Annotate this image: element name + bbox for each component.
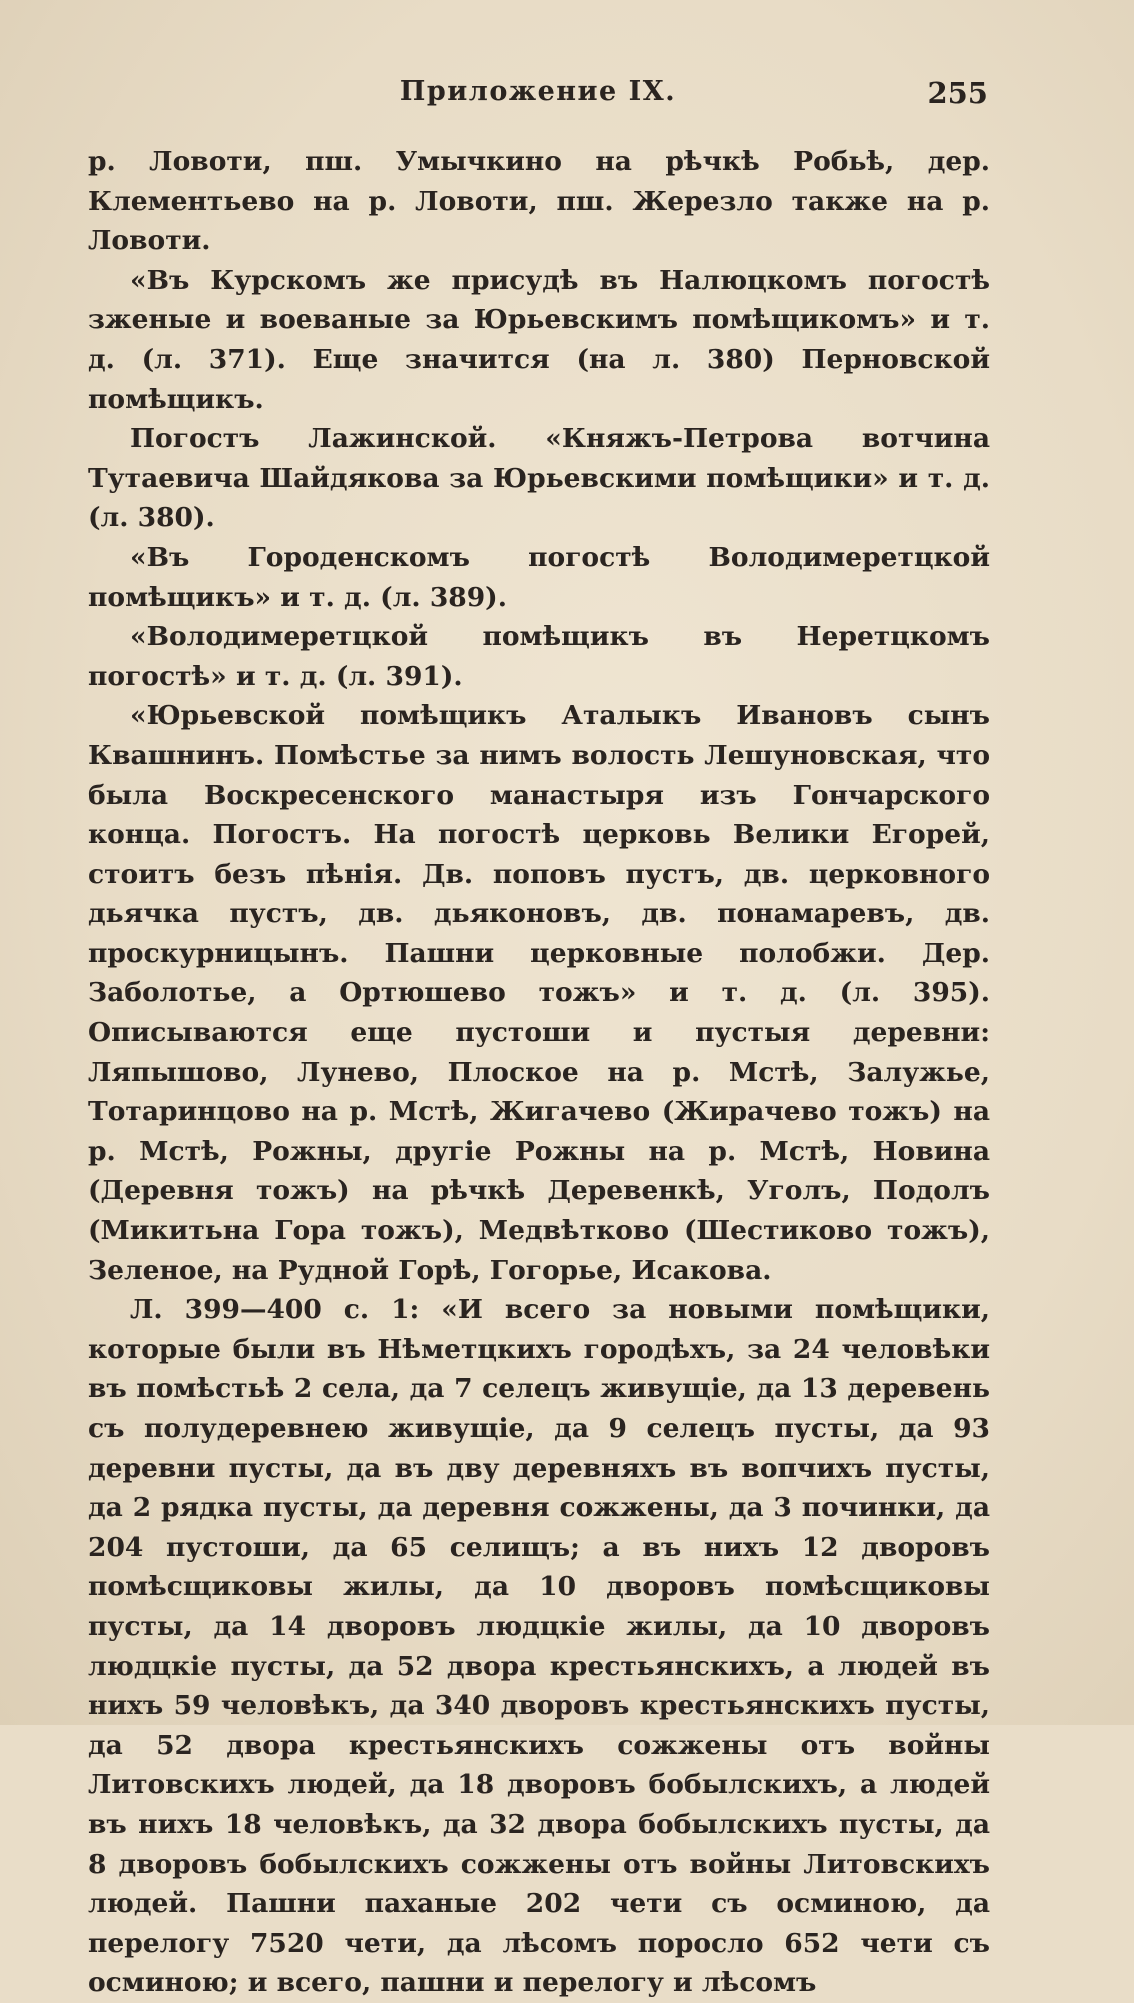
paragraph: «Володимеретцкой помѣщикъ въ Неретцкомъ погостѣ» и т. д. (л. 391). — [88, 621, 990, 692]
paragraph: р. Ловоти, пш. Умычкино на рѣчкѣ Робьѣ, дер. Клементьево на р. Ловоти, пш. Жерезло также на р. Ловоти. — [88, 146, 990, 257]
paragraph: «Юрьевской помѣщикъ Аталыкъ Ивановъ сынъ Квашнинъ. Помѣстье за нимъ волость Лешуновская, что была Воскресенского манастыря изъ Гончарского конца. Погостъ. На погостѣ церковь Велики Егорей, стоитъ безъ пѣнія. Дв. поповъ пустъ, дв. церковного дьячка пустъ, дв. дьяконовъ, дв. понамаревъ, дв. проскурницынъ. Пашни церковные полобжи. Дер. Заболотье, а Ортюшево тожъ» и т. д. (л. 395). Описываются еще пустоши и пустыя деревни: Ляпышово, Лунево, Плоское на р. Мстѣ, Залужье, Тотаринцово на р. Мстѣ, Жигачево (Жирачево тожъ) на р. Мстѣ, Рожны, другіе Рожны на р. Мстѣ, Новина (Деревня тожъ) на рѣчкѣ Деревенкѣ, Уголъ, Подолъ (Микитьна Гора тожъ), Медвѣтково (Шестиково тожъ), Зеленое, на Рудной Горѣ, Гогорье, Исакова. — [88, 700, 990, 1286]
page-header — [88, 76, 988, 116]
paragraph: «Въ Городенскомъ погостѣ Володимеретцкой помѣщикъ» и т. д. (л. 389). — [88, 541, 990, 613]
body-text — [88, 142, 990, 2003]
page-number: 255 — [927, 76, 988, 110]
paragraph: «Въ Курскомъ же присудѣ въ Налюцкомъ погостѣ зженые и воеваные за Юрьевскимъ помѣщикомъ» и т. д. (л. 371). Еще значится (на л. 380) Перновской помѣщикъ. — [88, 264, 990, 415]
paragraph: Л. 399—400 с. 1: «И всего за новыми помѣщики, которые были въ Нѣметцкихъ городѣхъ, за 24 человѣки въ помѣстьѣ 2 села, да 7 селецъ живущіе, да 13 деревень съ полудеревнею живущіе, да 9 селецъ пусты, да 93 деревни пусты, да въ дву деревняхъ въ вопчихъ пусты, да 2 рядка пусты, да деревня сожжены, да 3 починки, да 204 пустоши, да 65 селищъ; а въ нихъ 12 дворовъ помѣсщиковы жилы, да 10 дворовъ помѣсщиковы пусты, да 14 дворовъ людцкіе жилы, да 10 дворовъ людцкіе пусты, да 52 двора крестьянскихъ, а людей въ нихъ 59 человѣкъ, да 340 дворовъ крестьянскихъ пусты, да 52 двора крестьянскихъ сожжены отъ войны Литовскихъ людей, да 18 дворовъ бобылскихъ, а людей въ нихъ 18 человѣкъ, да 32 двора бобылскихъ пусты, да 8 дворовъ бобылскихъ сожжены отъ войны Литовскихъ людей. Пашни паханые 202 чети съ осминою, да перелогу 7520 чети, да лѣсомъ поросло 652 чети съ осминою; и всего, пашни и перелогу и лѣсомъ — [88, 1294, 990, 1999]
paragraph: Погостъ Лажинской. «Княжъ-Петрова вотчина Тутаевича Шайдякова за Юрьевскими помѣщики» и т. д. (л. 380). — [88, 423, 990, 534]
running-title: Приложение IX. — [399, 76, 677, 107]
